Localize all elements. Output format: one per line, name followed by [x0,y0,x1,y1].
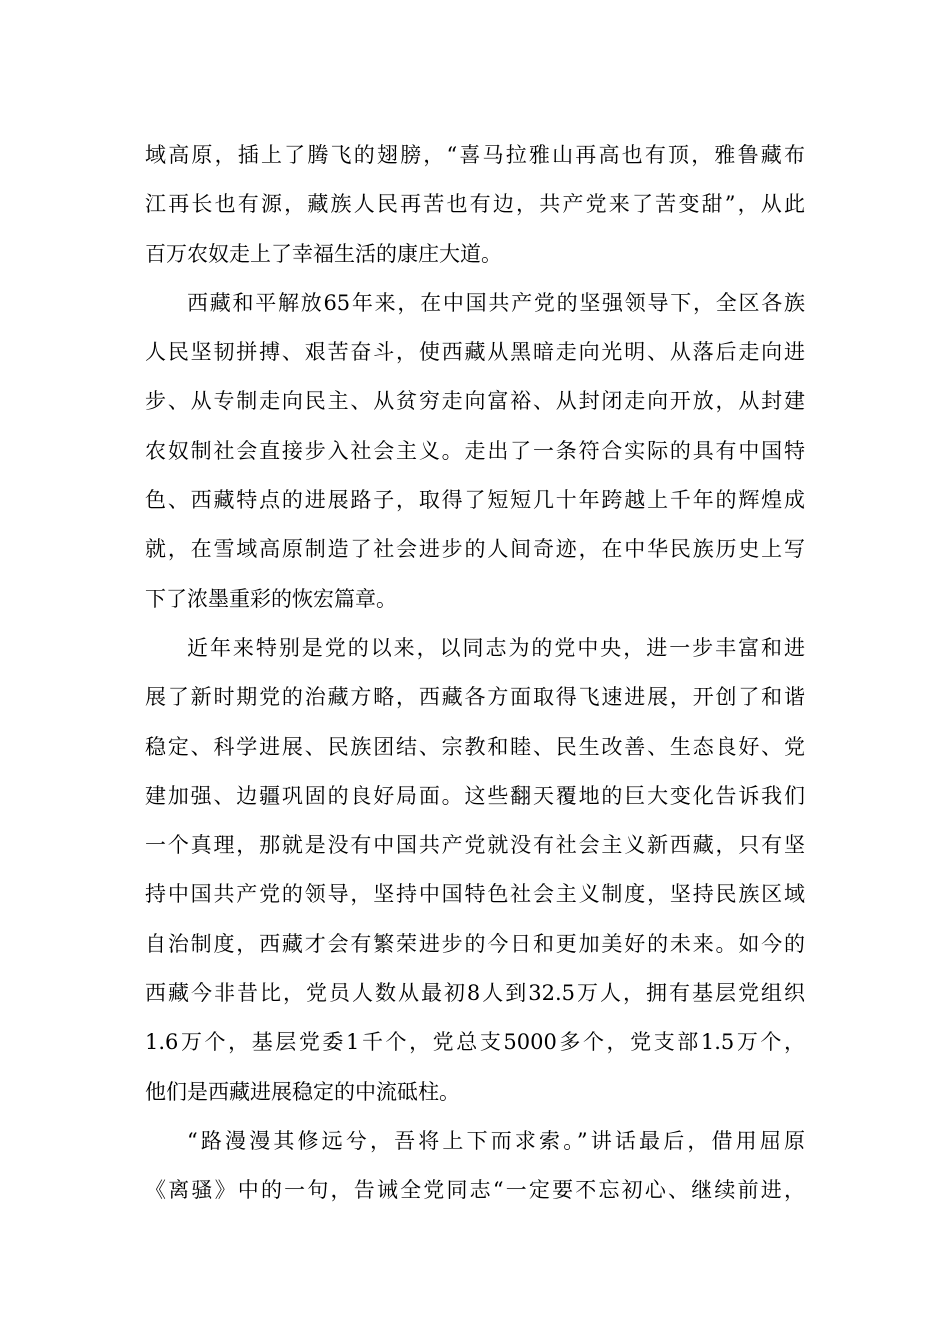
text-line: 近年来特别是党的以来，以同志为的党中央，进一步丰富和进 [187,635,805,660]
text-line: 稳定、科学进展、民族团结、宗教和睦、民生改善、生态良好、党 [145,734,805,759]
paragraph-2 [145,279,805,624]
text-line: 展了新时期党的治藏方略，西藏各方面取得飞速进展，开创了和谐 [145,685,805,710]
text-line: 步、从专制走向民主、从贫穷走向富裕、从封闭走向开放，从封建 [145,389,805,414]
text-line: 持中国共产党的领导，坚持中国特色社会主义制度，坚持民族区域 [145,882,805,907]
text-line: 域高原，插上了腾飞的翅膀，“喜马拉雅山再高也有顶，雅鲁藏布 [145,143,805,167]
text-line: 1.6万个，基层党委1千个，党总支5000多个，党支部1.5万个， [145,1030,805,1055]
text-line: 江再长也有源，藏族人民再苦也有边，共产党来了苦变甜”，从此 [145,192,805,217]
text-line: “路漫漫其修远兮，吾将上下而求索。”讲话最后，借用屈原 [187,1128,805,1153]
text-line: 就，在雪域高原制造了社会进步的人间奇迹，在中华民族历史上写 [145,537,805,562]
text-line: 农奴制社会直接步入社会主义。走出了一条符合实际的具有中国特 [145,438,805,463]
text-line: 下了浓墨重彩的恢宏篇章。 [145,586,397,611]
text-line: 人民坚韧拼搏、艰苦奋斗，使西藏从黑暗走向光明、从落后走向进 [145,340,805,365]
text-line: 西藏今非昔比，党员人数从最初8人到32.5万人，拥有基层党组织 [145,981,805,1006]
text-line: 他们是西藏进展稳定的中流砥柱。 [145,1079,460,1104]
paragraph-3 [145,624,805,1117]
text-line: 一个真理，那就是没有中国共产党就没有社会主义新西藏，只有坚 [145,833,805,858]
paragraph-1 [145,131,805,279]
paragraph-4 [145,1117,805,1216]
text-line: 西藏和平解放65年来，在中国共产党的坚强领导下，全区各族 [187,290,805,315]
body-text [145,131,805,1216]
text-line: 百万农奴走上了幸福生活的康庄大道。 [145,241,502,266]
text-line: 《离骚》中的一句，告诫全党同志“一定要不忘初心、继续前进， [145,1178,805,1203]
text-line: 色、西藏特点的进展路子，取得了短短几十年跨越上千年的辉煌成 [145,488,805,513]
text-line: 自治制度，西藏才会有繁荣进步的今日和更加美好的未来。如今的 [145,931,805,956]
text-line: 建加强、边疆巩固的良好局面。这些翻天覆地的巨大变化告诉我们 [145,783,805,808]
